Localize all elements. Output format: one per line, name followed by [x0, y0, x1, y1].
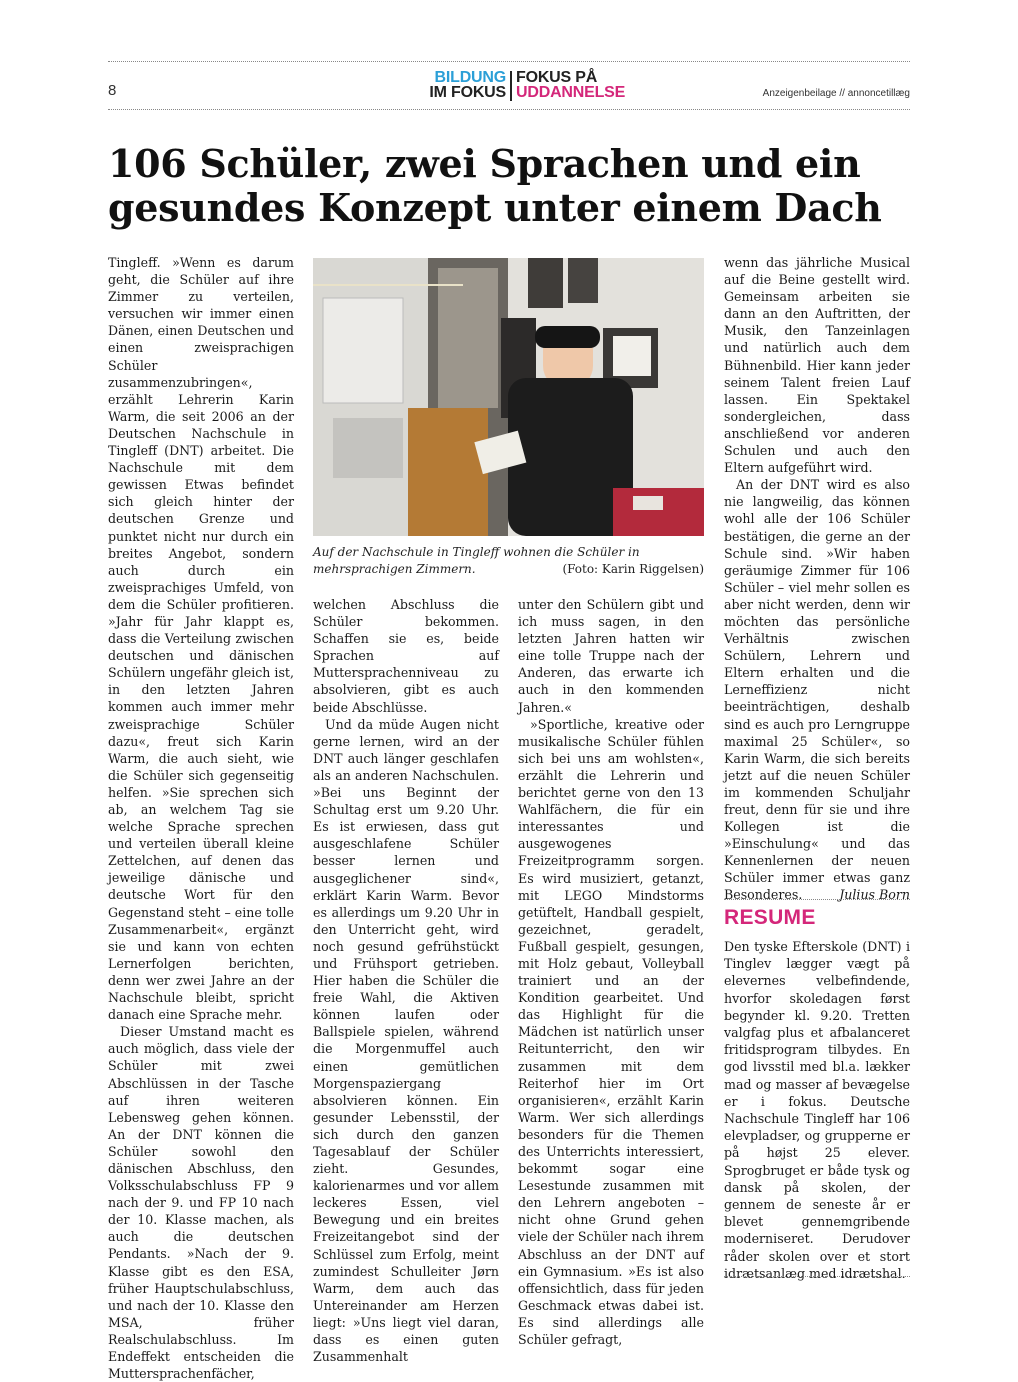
paragraph: Dieser Umstand macht es auch möglich, dass viele der Schüler mit zwei Abschlüssen in der Tasche auf ihren weiteren Lebensweg gehen können. An der DNT können die Schüler sowohl den dänischen Abschluss, den Volksschulabschluss FP 9 nach der 9. und FP 10 nach der 10. Klasse machen, als auch die deutschen Pendants. »Nach der 9. Klasse gibt es den ESA, früher Hauptschulabschluss, und nach der 10. Klasse den MSA, früher Realschulabschluss. Im Endeffekt entscheiden die Muttersprachenfächer,: [108, 1024, 294, 1382]
logo-de-line1: BILDUNG: [434, 69, 506, 86]
logo-dk-line1: FOKUS PÅ: [516, 69, 598, 86]
article-column-2: [313, 596, 499, 1365]
resume-text: Den tyske Efterskole (DNT) i Tinglev lægger vægt på elevernes velbefindende, hvorfor skoledagen først begynder kl. 9.20. Tretten valgfag plus et afbalanceret fritidsprogram tilbydes. En god livsstil med bl.a. lækker mad og masser af bevægelse er i fokus. Deutsche Nachschule Tingleff har 106 elevpladser, og grupperne er på højst 25 elever. Sprogbruget er både tysk og dansk på skolen, der gennem de seneste år er blevet gennemgribende moderniseret. Derudover råder skolen over et stort idrætsanlæg med idrætshal.: [724, 939, 910, 1281]
article-column-4: [724, 254, 910, 904]
paragraph: welchen Abschluss die Schüler bekommen. Schaffen sie es, beide Sprachen auf Muttersprachenniveau zu absolvieren, gibt es auch beide Abschlüsse.: [313, 597, 499, 715]
paragraph: Tingleff. »Wenn es darum geht, die Schüler auf ihre Zimmer zu verteilen, versuchen wir immer einen Dänen, einen Deutschen und einen zweisprachigen Schüler zusammenzubringen«, erzählt Lehrerin Karin Warm, die seit 2006 an der Deutschen Nachschule in Tingleff (DNT) arbeitet. Die Nachschule mit dem gewissen Etwas befindet sich gleich hinter der deutschen Grenze und punktet nicht nur durch ein breites Angebot, sondern auch durch ein zweisprachiges Umfeld, von dem die Schüler profitieren. »Jahr für Jahr klappt es, dass die Verteilung zwischen deutschen und dänischen Schülern ungefähr gleich ist, in den letzten Jahren kommen auch immer mehr zweisprachige Schüler dazu«, freut sich Karin Warm, die auch sieht, wie die Schüler sich gegenseitig helfen. »Sie sprechen sich ab, an welchem Tag sie welche Sprache sprechen und verteilen überall kleine Zettelchen, auf denen das jeweilige dänische und deutsche Wort für den Gegenstand steht – eine tolle Zusammenarbeit«, ergänzt sie und kann von echten Lernerfolgen berichten, denn wer zwei Jahre an der Nachschule bleibt, spricht danach eine Sprache mehr.: [108, 255, 294, 1023]
paragraph: Und da müde Augen nicht gerne lernen, wird an der DNT auch länger geschlafen als an anderen Nachschulen. »Bei uns Beginnt der Schultag erst um 9.20 Uhr. Es ist erwiesen, dass gut ausgeschlafene Schüler besser lernen und ausgeglichener sind«, erklärt Karin Warm. Bevor es allerdings um 9.20 Uhr in den Unterricht geht, wird noch gesund gefrühstückt und Frühsport getrieben. Hier haben die Schüler die freie Wahl, die Aktiven können laufen oder Ballspiele spielen, während die Morgenmuffel auch einen gemütlichen Morgenspaziergang absolvieren können. Ein gesunder Lebensstil, der sich durch den ganzen Tagesablauf der Schüler zieht. Gesundes, kalorienarmes und vor allem leckeres Essen, viel Bewegung und ein breites Freizeitangebot sind der Schlüssel zum Erfolg, meint zumindest Schulleiter Jørn Warm, dem auch das Untereinander am Herzen liegt: »Uns liegt viel daran, dass es einen guten Zusammenhalt: [313, 716, 499, 1365]
paragraph: unter den Schülern gibt und ich muss sagen, in den letzten Jahren hatten wir eine tolle Truppe nach der Anderen, das erwarte ich auch in den kommenden Jahren.«: [518, 597, 704, 715]
photo-caption: [313, 544, 704, 578]
photo-credit: (Foto: Karin Riggelsen): [562, 562, 704, 576]
article-photo: [313, 258, 704, 536]
resume-divider: [724, 899, 910, 900]
logo-separator: [510, 71, 512, 101]
top-divider: [108, 61, 910, 62]
logo-de-line2: IM FOKUS: [429, 84, 506, 101]
article-column-3: [518, 596, 704, 1348]
logo-dk-line2: UDDANNELSE: [516, 84, 626, 101]
supplement-label: Anzeigenbeilage // annoncetillæg: [762, 88, 910, 99]
section-logo: [404, 70, 664, 104]
resume-heading: RESUME: [724, 906, 816, 929]
caption-text: Auf der Nachschule in Tingleff wohnen die Schüler in mehrsprachigen Zimmern.: [313, 545, 640, 576]
paragraph: »Sportliche, kreative oder musikalische Schüler fühlen sich bei uns am wohlsten«, erzählt die Lehrerin und berichtet gerne von den 13 Wahlfächern, die für ein interessantes und ausgewogenes Freizeitprogramm sorgen. Es wird musiziert, getanzt, mit LEGO Mindstorms getüftelt, Handball gespielt, gezeichnet, geradelt, Fußball gespielt, gesungen, mit Holz gebaut, Volleyball trainiert und an der Kondition gearbeitet. Und das Highlight für die Mädchen ist natürlich unser Reitunterricht, den wir zusammen mit dem Reiterhof hier im Ort organisieren«, erzählt Karin Warm. Wer sich allerdings besonders für die Themen des Unterrichts interessiert, bekommt sogar eine Lesestunde zusammen mit den Lehrern angeboten – nicht ohne Grund gehen viele der Schüler nach ihrem Abschluss an der DNT auf ein Gymnasium. »Es ist also offensichtlich, dass für jeden Geschmack etwas dabei ist. Es sind allerdings alle Schüler gefragt,: [518, 716, 704, 1348]
logo-german: [404, 70, 506, 100]
logo-danish: [516, 70, 625, 100]
bottom-divider: [724, 1276, 910, 1277]
article-column-1: [108, 254, 294, 1382]
paragraph: wenn das jährliche Musical auf die Beine gestellt wird. Gemeinsam arbeiten sie dann an den Auftritten, der Musik, den Tanzeinlagen und natürlich auch dem Bühnenbild. Hier kann jeder seinem Talent freien Lauf lassen. Ein Spektakel sondergleichen, dass anschließend vor anderen Schulen und auch den Eltern aufgeführt wird.: [724, 255, 910, 476]
author-byline: Julius Born: [839, 887, 910, 903]
article-headline: 106 Schüler, zwei Sprachen und ein gesundes Konzept unter einem Dach: [108, 141, 882, 230]
page-number: 8: [108, 82, 117, 99]
photo-illustration: [313, 258, 704, 536]
header-divider: [108, 109, 910, 110]
paragraph: [724, 476, 910, 903]
paragraph-text: An der DNT wird es also nie langweilig, das können wohl alle der 106 Schüler bestätigen, die gerne an der Schule sind. »Wir haben geräumige Zimmer für 106 Schüler – viel mehr sollen es aber nicht werden, denn wir möchten das persönliche Verhältnis zwischen Schülern, Lehrern und Eltern erhalten und die Lerneffizienz nicht beeinträchtigen, deshalb sind es auch pro Lerngruppe maximal 25 Schüler«, so Karin Warm, die sich bereits jetzt auf die neuen Schüler im kommenden Schuljahr freut, denn für sie und ihre Kollegen ist die »Einschulung« und das Kennenlernen der neuen Schüler immer etwas ganz Besonderes.: [724, 477, 910, 903]
